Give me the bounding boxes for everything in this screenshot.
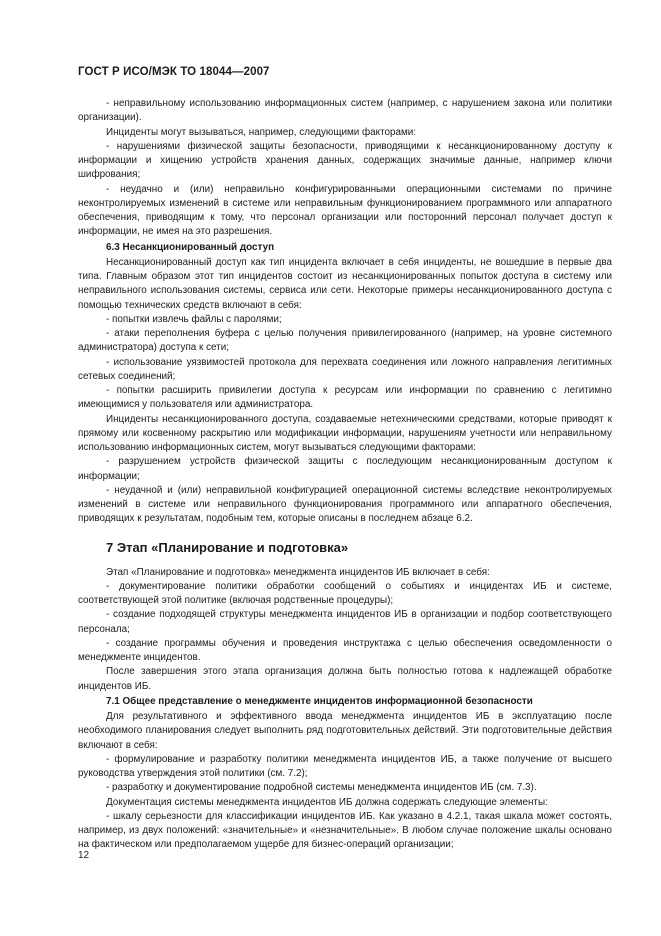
paragraph: Инциденты несанкционированного доступа, создаваемые нетехническими средствами, которые приводят к прямому или косвенному раскрытию или модификации информации, нарушениям учетности или неправильному использованию информационных систем, могут вызываться следующими факторами: (78, 413, 612, 453)
paragraph: - формулирование и разработку политики менеджмента инцидентов ИБ, а также получение от высшего руководства утверждения этой политики (см. 7.2); (78, 753, 612, 779)
paragraph: - нарушениями физической защиты безопасности, приводящими к несанкционированному доступу к информации и хищению устройств хранения данных, содержащих значимые данные, например ключи шифрования; (78, 140, 612, 181)
paragraph: - разработку и документирование подробной системы менеджмента инцидентов ИБ (см. 7.3). (106, 782, 537, 794)
paragraph: - использование уязвимостей протокола для перехвата соединения или ложного направления легитимных сетевых соединений; (78, 356, 612, 382)
paragraph: - попытки расширить привилегии доступа к ресурсам или информации по сравнению с легитимно имеющимися у пользователя или администратора. (78, 385, 612, 411)
paragraph: - документирование политики обработки сообщений о событиях и инцидентах ИБ и системе, соответствующей этой политике (включая родственные процедуры); (78, 580, 612, 606)
page-number: 12 (78, 850, 90, 861)
section-heading-7-1: 7.1 Общее представление о менеджменте инцидентов информационной безопасности (106, 695, 533, 707)
page-body (78, 97, 612, 853)
paragraph: - неудачной и (или) неправильной конфигурацией операционной системы вследствие неконтролируемых изменений в системе или неправильного функционирования программного или аппаратного обеспечения, приводящих к результатам, подобным тем, которые описаны в последнем абзаце 6.2. (78, 484, 612, 525)
paragraph: Этап «Планирование и подготовка» менеджмента инцидентов ИБ включает в себя: (106, 566, 490, 578)
page-header: ГОСТ Р ИСО/МЭК ТО 18044—2007 (78, 66, 270, 78)
paragraph: - попытки извлечь файлы с паролями; (106, 313, 282, 325)
paragraph: Документация системы менеджмента инцидентов ИБ должна содержать следующие элементы: (106, 796, 548, 808)
paragraph: - шкалу серьезности для классификации инцидентов ИБ. Как указано в 4.2.1, такая шкала может состоять, например, из двух положений: «значительные» и «незначительные». В любом случае положение шкалы основано на фактическом или предполагаемом ущербе для бизнес-операций организации; (78, 810, 612, 851)
paragraph: Для результативного и эффективного ввода менеджмента инцидентов ИБ в эксплуатацию после необходимого планирования следует выполнить ряд подготовительных действий. Эти подготовительные действия включают в себя: (78, 711, 612, 751)
paragraph: - неудачно и (или) неправильно конфигурированными операционными системами по причине неконтролируемых изменений в системе или неправильным функционированием программного или аппаратного обеспечения, приводящим к тому, что персонал организации или посторонний персонал получает доступ к информации, не имея на это разрешения. (78, 183, 612, 238)
paragraph: - атаки переполнения буфера с целью получения привилегированного (например, на уровне системного администратора) доступа к сети; (78, 328, 612, 354)
paragraph: Инциденты могут вызываться, например, следующими факторами: (106, 126, 417, 138)
paragraph: - создание программы обучения и проведения инструктажа с целью обеспечения осведомленности о менеджменте инцидентов. (78, 637, 612, 663)
paragraph: После завершения этого этапа организация должна быть полностью готова к надлежащей обработке инцидентов ИБ. (78, 666, 612, 692)
paragraph: Несанкционированный доступ как тип инцидента включает в себя инциденты, не вошедшие в первые два типа. Главным образом этот тип инцидентов состоит из несанкционированных попыток доступа в систему или неправильного использования системы, сервиса или сети. Некоторые примеры несанкционированного доступа с помощью технических средств включают в себя: (78, 256, 612, 311)
section-heading-6-3: 6.3 Несанкционированный доступ (106, 241, 275, 253)
paragraph: - разрушением устройств физической защиты с последующим несанкционированным доступом к информации; (78, 456, 612, 482)
paragraph: - создание подходящей структуры менеджмента инцидентов ИБ в организации и подбор соответствующего персонала; (78, 609, 612, 635)
section-heading-7: 7 Этап «Планирование и подготовка» (106, 539, 349, 555)
paragraph: - неправильному использованию информационных систем (например, с нарушением закона или политики организации). (78, 98, 612, 124)
